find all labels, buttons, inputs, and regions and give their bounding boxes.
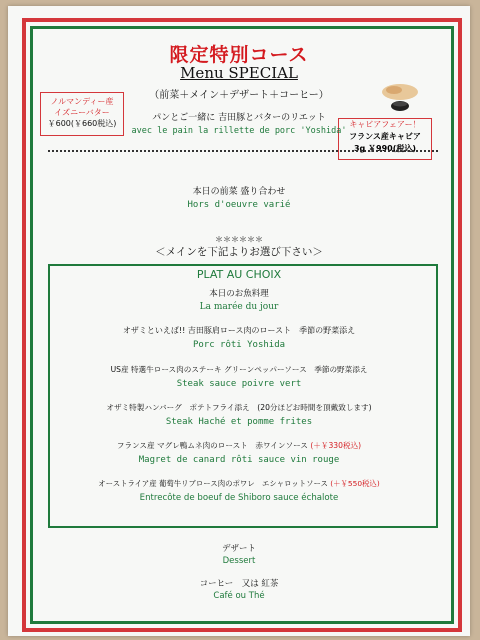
main-jp: US産 特選牛ロース肉のステーキ グリーンペッパーソース 季節の野菜添え	[110, 365, 368, 374]
bread-jp: パンとご一緒に 吉田豚とバターのリエット	[152, 113, 326, 123]
title-jp: 限定特別コース	[169, 44, 309, 66]
main-fr: Steak Haché et pomme frites	[165, 417, 313, 427]
caviar-box	[338, 118, 432, 160]
title-en: Menu SPECIAL	[180, 64, 298, 82]
main-item	[8, 440, 470, 451]
starter-fr: Hors d'oeuvre varié	[187, 200, 291, 210]
coffee-fr: Café ou Thé	[213, 591, 265, 601]
main-jp: 本日のお魚料理	[209, 289, 269, 299]
course-subtitle: （前菜＋メイン＋デザート＋コーヒー）	[149, 90, 329, 101]
starter-jp: 本日の前菜 盛り合わせ	[192, 187, 286, 197]
bread-fr: avec le pain la rillette de porc 'Yoshida'	[131, 126, 347, 136]
main-choose-heading: ＜メインを下記よりお選び下さい＞	[155, 246, 323, 258]
dessert-fr: Dessert	[222, 556, 256, 566]
main-jp: オーストライア産 葡萄牛リブロース肉のポワレ エシャロットソース	[98, 479, 328, 488]
menu-sheet	[8, 6, 470, 636]
main-fr: La marée du jour	[199, 302, 279, 312]
butter-line2: イズニーバター	[54, 108, 110, 117]
main-fr: Steak sauce poivre vert	[176, 379, 302, 389]
butter-price: ￥600(￥660税込)	[47, 119, 117, 128]
caviar-line2: フランス産キャビア	[349, 132, 421, 141]
coffee-jp: コーヒー 又は 紅茶	[199, 579, 279, 589]
stars-separator: ＊＊＊＊＊＊	[215, 235, 263, 244]
dotted-divider	[48, 150, 438, 152]
main-surcharge: (＋￥330税込)	[310, 441, 362, 450]
butter-line1: ノルマンディー産	[50, 97, 114, 106]
main-fr: Magret de canard rôti sauce vin rouge	[138, 455, 340, 465]
main-fr: Porc rôti Yoshida	[192, 340, 286, 350]
plat-au-choix: PLAT AU CHOIX	[196, 268, 282, 281]
main-surcharge: (＋￥550税込)	[330, 479, 380, 488]
caviar-line1: キャビアフェアー！	[349, 120, 421, 129]
main-jp: オザミといえば!! 吉田豚肩ロース肉のロースト 季節の野菜添え	[122, 326, 356, 335]
caviar-price: 3g ￥990(税込)	[353, 144, 417, 153]
main-item	[8, 478, 470, 489]
main-jp: オザミ特製ハンバーグ ポテトフライ添え (20分ほどお時間を頂戴致します)	[106, 403, 372, 412]
dessert-jp: デザート	[221, 544, 256, 554]
caviar-photo-icon	[380, 78, 420, 112]
main-jp: フランス産 マグレ鴨ムネ肉のロースト 赤ワインソース	[116, 441, 308, 450]
main-fr: Entrecôte de boeuf de Shiboro sauce échalote	[139, 493, 339, 503]
